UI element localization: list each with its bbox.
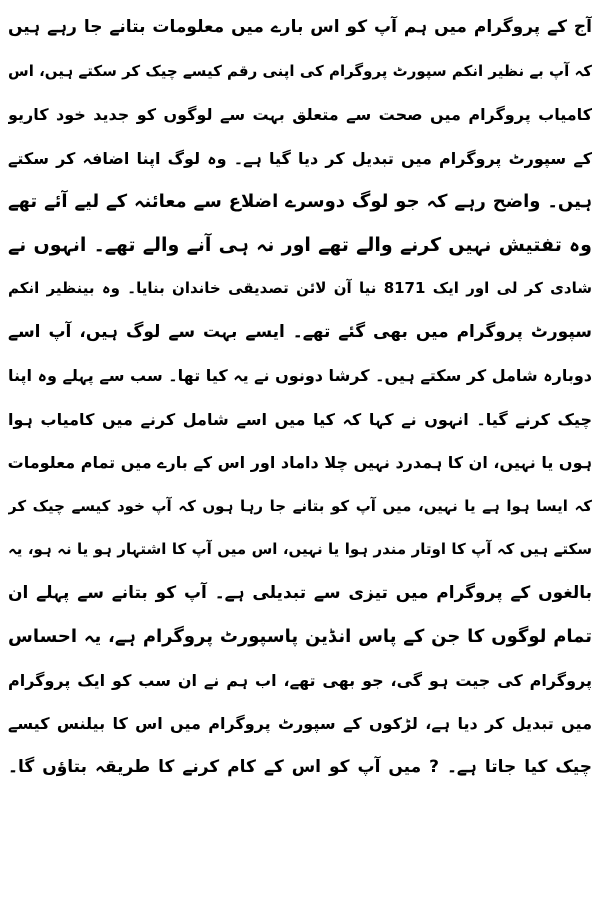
article-line: شادی کر لی اور ایک 8171 نیا آن لائن تصدیقی خاندان بنایا۔ وہ بینظیر انکم <box>8 279 592 297</box>
article-line: آج کے پروگرام میں ہم آپ کو اس بارے میں معلومات بتانے جا رہے ہیں <box>8 17 592 37</box>
article-line: کہ آپ بے نظیر انکم سپورٹ پروگرام کی اپنی رقم کیسے چیک کر سکتے ہیں، اس <box>8 61 592 80</box>
article-line: تمام لوگوں کا جن کے پاس انڈین پاسپورٹ پروگرام ہے، یہ احساس <box>8 626 592 647</box>
article-line: دوبارہ شامل کر سکتے ہیں۔ کرشا دونوں نے یہ کیا تھا۔ سب سے پہلے وہ اپنا <box>8 366 592 385</box>
article-line: چیک کیا جاتا ہے۔ ? میں آپ کو اس کے کام کرنے کا طریقہ بتاؤں گا۔ <box>8 756 592 777</box>
article-line: ہوں یا نہیں، ان کا ہمدرد نہیں چلا داماد اور اس کے بارے میں تمام معلومات <box>8 453 592 472</box>
article-line: پروگرام کی جیت ہو گی، جو بھی تھے، اب ہم نے ان سب کو ایک پروگرام <box>8 670 592 690</box>
article-line: کامیاب پروگرام میں صحت سے متعلق بہت سے لوگوں کو جدید خود کاریو <box>8 105 592 124</box>
article-line: کے سپورٹ پروگرام میں تبدیل کر دیا گیا ہے۔ وہ لوگ اپنا اضافہ کر سکتے <box>8 148 592 168</box>
article-line: سپورٹ پروگرام میں بھی گئے تھے۔ ایسے بہت سے لوگ ہیں، آپ اسے <box>8 321 592 342</box>
article-line: چیک کرنے گیا۔ انہوں نے کہا کہ کیا میں اسے شامل کرنے میں کامیاب ہوا <box>8 409 592 429</box>
article-line: وہ تفتیش نہیں کرنے والے تھے اور نہ ہی آنے والے تھے۔ انہوں نے <box>8 233 592 256</box>
article-line: ہیں۔ واضح رہے کہ جو لوگ دوسرے اضلاع سے معائنہ کے لیے آئے تھے <box>8 191 592 212</box>
article-line: سکتے ہیں کہ آپ کا اوتار مندر ہوا یا نہیں، اس میں آپ کا اشتہار ہو یا نہ ہو، یہ <box>8 540 592 558</box>
article-line: کہ ایسا ہوا ہے یا نہیں، میں آپ کو بتانے جا رہا ہوں کہ آپ خود کیسے چیک کر <box>8 496 592 515</box>
article-line: بالغوں کے پروگرام میں تیزی سے تبدیلی ہے۔ آپ کو بتانے سے پہلے ان <box>8 582 592 603</box>
article-line: میں تبدیل کر دیا ہے، لڑکوں کے سپورٹ پروگرام میں اس کا بیلنس کیسے <box>8 714 592 733</box>
